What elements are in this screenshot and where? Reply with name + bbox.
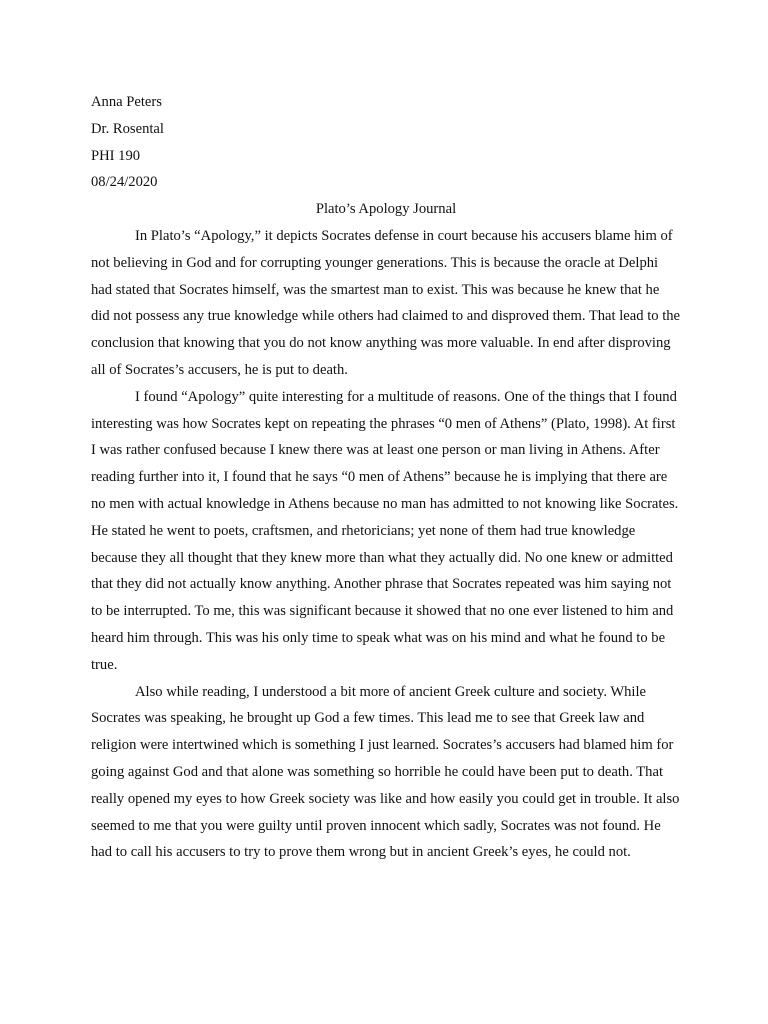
student-name: Anna Peters (91, 94, 162, 110)
document-date: 08/24/2020 (91, 174, 158, 191)
course-code: PHI 190 (91, 147, 141, 164)
document-body (91, 89, 681, 866)
paragraph-1: In Plato’s “Apology,” it depicts Socrates defense in court because his accusers blame him of not believing in God and for corrupting younger generations. This is because the oracle at Delphi had stated that Socrates himself, was the smartest man to exist. This was because he knew that he did not possess any true knowledge while others had claimed to and disproved them. That lead to the conclusion that knowing that you do not know anything was more valuable. In end after disproving all of Socrates’s accusers, he is put to death. (91, 227, 681, 378)
paragraph-2: I found “Apology” quite interesting for a multitude of reasons. One of the things that I found interesting was how Socrates kept on repeating the phrases “0 men of Athens” (Plato, 1998). At first I was rather confused because I knew there was at least one person or man living in Athens. After reading further into it, I found that he says “0 men of Athens” because he is implying that there are no men with actual knowledge in Athens because no man has admitted to not knowing like Socrates. He stated he went to poets, craftsmen, and rhetoricians; yet none of them had true knowledge because they all thought that they knew more than what they actually did. No one knew or admitted that they did not actually know anything. Another phrase that Socrates repeated was him saying not to be interrupted. To me, this was significant because it showed that no one ever listened to him and heard him through. This was his only time to speak what was on his mind and what he found to be true. (91, 388, 679, 673)
paragraph-3: Also while reading, I understood a bit more of ancient Greek culture and society. While Socrates was speaking, he brought up God a few times. This lead me to see that Greek law and religion were intertwined which is something I just learned. Socrates’s accusers had blamed him for going against God and that alone was something so horrible he could have been put to death. That really opened my eyes to how Greek society was like and how easily you could get in trouble. It also seemed to me that you were guilty until proven innocent which sadly, Socrates was not found. He had to call his accusers to try to prove them wrong but in ancient Greek’s eyes, he could not. (91, 683, 680, 861)
document-title: Plato’s Apology Journal (315, 201, 457, 218)
instructor-name: Dr. Rosental (91, 120, 164, 137)
